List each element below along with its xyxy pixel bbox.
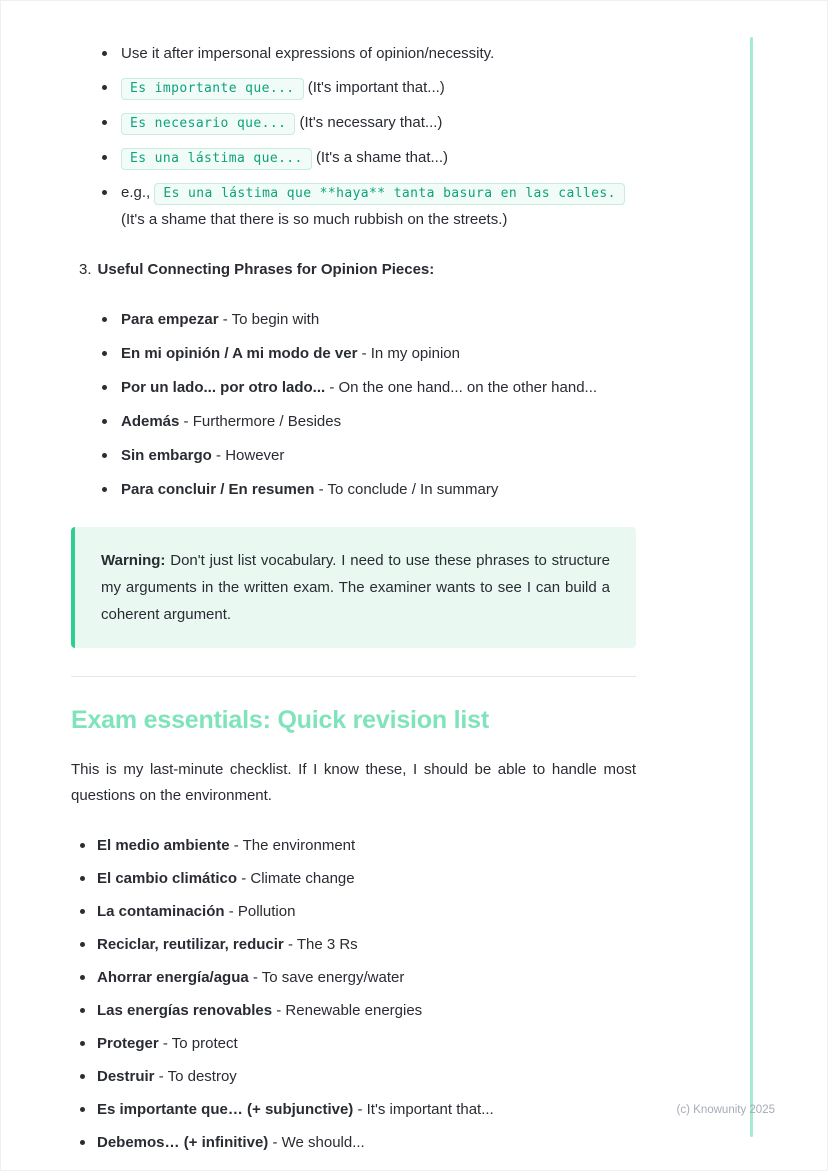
list-item (71, 180, 636, 233)
list-item (71, 932, 636, 958)
vocab-meaning: - We should... (272, 1134, 365, 1151)
spanish-code-snippet: Es importante que... (121, 78, 304, 100)
phrase-term: Además (121, 413, 180, 430)
phrase-meaning: - To begin with (222, 311, 320, 328)
section-3-heading (71, 257, 636, 283)
vocab-term: La contaminación (97, 903, 225, 920)
vocab-meaning: - The 3 Rs (287, 936, 358, 953)
spanish-code-snippet: Es necesario que... (121, 113, 295, 135)
list-item (71, 41, 636, 67)
list-item (71, 998, 636, 1024)
list-item (71, 443, 636, 469)
phrase-term: En mi opinión / A mi modo de ver (121, 345, 358, 362)
phrase-term: Para empezar (121, 311, 219, 328)
vocab-term: Debemos… (+ infinitive) (97, 1134, 269, 1151)
copyright-credit: (c) Knowunity 2025 (676, 1104, 775, 1116)
vocab-meaning: - Renewable energies (276, 1002, 423, 1019)
translation-text: (It's a shame that...) (315, 149, 449, 166)
phrase-term: Por un lado... por otro lado... (121, 379, 326, 396)
section-number: 3. (79, 261, 92, 278)
vocab-term: El cambio climático (97, 870, 238, 887)
list-item (71, 307, 636, 333)
list-item (71, 341, 636, 367)
example-prefix: e.g., (121, 184, 151, 201)
usage-intro-text: Use it after impersonal expressions of opinion/necessity. (121, 45, 495, 62)
warning-callout (71, 527, 636, 648)
vocab-term: El medio ambiente (97, 837, 230, 854)
revision-section-heading: Exam essentials: Quick revision list (71, 706, 489, 734)
right-accent-rule (750, 37, 753, 1137)
vocab-meaning: - The environment (233, 837, 356, 854)
vocab-term: Destruir (97, 1068, 155, 1085)
translation-text: (It's important that...) (307, 79, 445, 96)
list-item (71, 145, 636, 172)
list-item (71, 75, 636, 102)
list-item (71, 477, 636, 503)
list-item (71, 1130, 636, 1156)
vocab-term: Proteger (97, 1035, 159, 1052)
section-divider (71, 676, 636, 677)
warning-text: Don't just list vocabulary. I need to use these phrases to structure my arguments in the written exam. The examiner wants to see I can build a coherent argument. (101, 552, 611, 623)
section-title: Useful Connecting Phrases for Opinion Pieces: (97, 261, 435, 278)
list-item (71, 965, 636, 991)
vocab-meaning: - To protect (162, 1035, 238, 1052)
phrase-meaning: - In my opinion (361, 345, 460, 362)
phrase-meaning: - To conclude / In summary (318, 481, 499, 498)
vocab-meaning: - Climate change (241, 870, 355, 887)
spanish-code-snippet: Es una lástima que **haya** tanta basura en las calles. (154, 183, 624, 205)
vocab-meaning: - Pollution (228, 903, 296, 920)
list-item (71, 866, 636, 892)
warning-paragraph (101, 547, 610, 628)
phrase-meaning: - Furthermore / Besides (183, 413, 342, 430)
spanish-code-snippet: Es una lástima que... (121, 148, 312, 170)
vocab-term: Ahorrar energía/agua (97, 969, 249, 986)
phrase-meaning: - On the one hand... on the other hand... (329, 379, 598, 396)
document-content (71, 1, 636, 1163)
vocab-term: Las energías renovables (97, 1002, 273, 1019)
vocab-term: Es importante que… (+ subjunctive) (97, 1101, 354, 1118)
list-item (71, 1097, 636, 1123)
connecting-phrases-list (71, 307, 636, 503)
phrase-term: Sin embargo (121, 447, 212, 464)
phrase-term: Para concluir / En resumen (121, 481, 315, 498)
phrase-meaning: - However (216, 447, 285, 464)
translation-text: (It's necessary that...) (299, 114, 443, 131)
vocab-meaning: - It's important that... (357, 1101, 494, 1118)
list-item (71, 833, 636, 859)
list-item (71, 899, 636, 925)
translation-text: (It's a shame that there is so much rubbish on the streets.) (121, 211, 508, 228)
list-item (71, 110, 636, 137)
vocab-term: Reciclar, reutilizar, reducir (97, 936, 284, 953)
list-item (71, 409, 636, 435)
list-item (71, 375, 636, 401)
revision-intro-paragraph: This is my last-minute checklist. If I know these, I should be able to handle most questions on the environment. (71, 761, 636, 804)
list-item (71, 1031, 636, 1057)
vocab-meaning: - To save energy/water (252, 969, 405, 986)
subjunctive-usage-list (71, 41, 636, 233)
warning-label: Warning: (101, 552, 166, 569)
revision-checklist (71, 833, 636, 1156)
list-item (71, 1064, 636, 1090)
vocab-meaning: - To destroy (158, 1068, 237, 1085)
